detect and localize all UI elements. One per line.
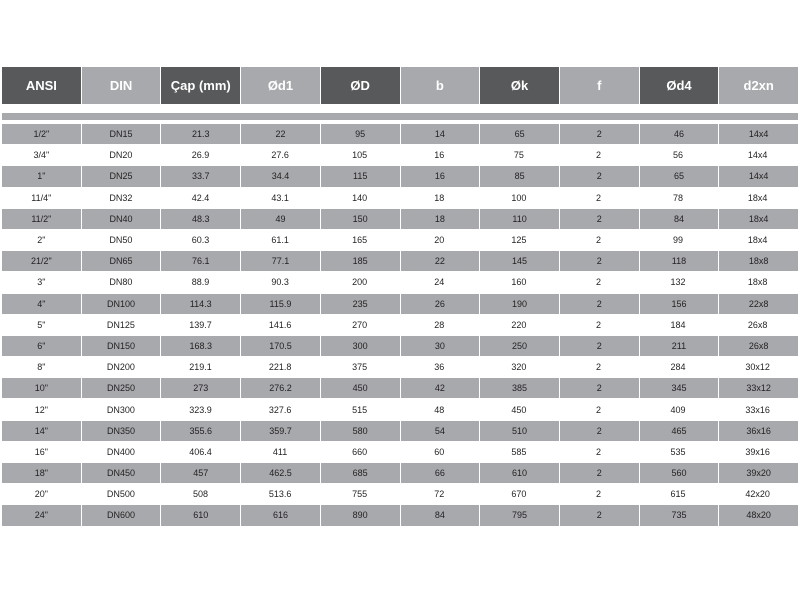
table-cell: 359.7 [241,421,321,441]
table-cell: 22 [401,251,481,271]
table-cell: 140 [320,188,400,208]
table-cell: 27.6 [241,145,321,165]
table-cell: 3/4" [2,145,82,165]
table-cell: 20" [2,484,82,504]
column-header: b [401,67,481,104]
table-cell: 110 [480,209,560,229]
table-cell: DN65 [82,251,162,271]
table-row [2,145,798,166]
table-cell: 585 [480,442,560,462]
table-cell: 300 [321,336,401,356]
table-cell: 11/4" [2,188,82,208]
table-cell: 890 [321,505,401,525]
table-cell: 22x8 [748,298,769,309]
table-cell: DN80 [82,272,162,292]
table-cell: 2 [560,378,640,398]
table-cell: 2 [559,315,639,335]
table-cell: 355.6 [161,421,241,441]
table-cell: 18x4 [718,188,798,208]
table-row [2,378,798,399]
table-cell: 165 [320,230,400,250]
table-cell: 2 [560,251,640,271]
table-cell: 42x20 [718,484,798,504]
table-cell: 510 [480,421,560,441]
column-header: Ød1 [241,67,321,104]
table-cell: DN250 [82,378,162,398]
table-cell: 2 [560,463,640,483]
table-cell: 5" [2,315,82,335]
table-cell: 735 [640,505,720,525]
table-cell: 77.1 [241,251,321,271]
table-cell: 610 [480,463,560,483]
table-cell: 1" [2,166,82,186]
table-cell: 276.2 [241,378,321,398]
table-cell: 2 [559,272,639,292]
table-cell: 2 [559,230,639,250]
table-row [2,209,798,230]
table-row [2,421,798,442]
table-cell: 10" [2,378,82,398]
table-cell: 560 [640,463,720,483]
table-cell: 90.3 [241,272,321,292]
table-cell: 2 [560,505,640,525]
column-header: f [560,67,640,104]
table-cell: 2 [559,484,639,504]
table-cell: 795 [480,505,560,525]
table-cell: 132 [639,272,719,292]
column-header: d2xn [719,67,798,104]
table-cell: 26x8 [718,315,798,335]
table-cell: DN32 [82,188,162,208]
table-header-row [2,67,798,104]
table-cell: 33x12 [746,383,771,394]
table-cell: 42.4 [161,188,241,208]
table-cell: 18x4 [748,213,769,224]
table-cell: 2 [560,336,640,356]
table-cell: 616 [241,505,321,525]
table-cell: DN15 [82,124,162,144]
table-cell: 72 [400,484,480,504]
table-cell: 2 [560,166,640,186]
table-cell: 18x4 [718,230,798,250]
table-cell: 2 [560,124,640,144]
table-cell: 409 [639,399,719,419]
table-cell: 284 [639,357,719,377]
table-cell: 200 [320,272,400,292]
table-row [2,484,798,505]
table-cell: 18 [400,188,480,208]
table-cell: DN350 [82,421,162,441]
table-cell: DN200 [82,357,162,377]
table-cell: DN300 [82,399,162,419]
table-cell: 2" [2,230,82,250]
table-cell: 411 [241,442,321,462]
table-row [2,505,798,526]
table-cell: 36x16 [746,425,771,436]
table-cell: 33.7 [161,166,241,186]
table-row [2,463,798,484]
table-cell: 14 [401,124,481,144]
table-cell: 115 [321,166,401,186]
table-cell: 85 [480,166,560,186]
table-cell: 220 [480,315,560,335]
table-cell: 46 [640,124,720,144]
table-cell: 75 [480,145,560,165]
table-cell: 65 [640,166,720,186]
table-cell: 21/2" [2,251,82,271]
table-cell: 219.1 [161,357,241,377]
table-cell: 125 [480,230,560,250]
table-cell: 465 [640,421,720,441]
table-cell: 270 [320,315,400,335]
table-cell: 2 [559,357,639,377]
table-row [2,166,798,187]
table-cell: 14x4 [748,171,769,182]
table-cell: 145 [480,251,560,271]
table-cell: 513.6 [241,484,321,504]
table-cell: 190 [480,294,560,314]
table-cell: 2 [559,399,639,419]
table-cell: 84 [401,505,481,525]
table-cell: 43.1 [241,188,321,208]
table-cell: DN50 [82,230,162,250]
table-row [2,251,798,272]
table-cell: 18x8 [718,272,798,292]
table-cell: 2 [559,442,639,462]
table-cell: 184 [639,315,719,335]
table-cell: 118 [640,251,720,271]
table-cell: 11/2" [2,209,82,229]
table-cell: 18x8 [748,256,769,267]
table-cell: 56 [639,145,719,165]
table-cell: 185 [321,251,401,271]
table-cell: 16 [401,166,481,186]
table-cell: 450 [480,399,560,419]
column-header: Øk [480,67,560,104]
table-cell: 78 [639,188,719,208]
table-cell: 2 [560,209,640,229]
table-cell: 36 [400,357,480,377]
table-cell: 33x16 [718,399,798,419]
table-cell: 20 [400,230,480,250]
table-row [2,357,798,378]
table-row [2,399,798,420]
table-cell: 26.9 [161,145,241,165]
table-row [2,315,798,336]
table-cell: 60.3 [161,230,241,250]
table-cell: 12" [2,399,82,419]
table-cell: 60 [400,442,480,462]
table-cell: 14x4 [748,129,769,140]
table-cell: 16" [2,442,82,462]
table-cell: 755 [320,484,400,504]
column-header: Çap (mm) [161,67,241,104]
table-cell: 105 [320,145,400,165]
table-cell: 168.3 [161,336,241,356]
table-cell: 508 [161,484,241,504]
table-cell: 34.4 [241,166,321,186]
table-row [2,336,798,357]
table-cell: 170.5 [241,336,321,356]
table-cell: 24 [400,272,480,292]
table-cell: 327.6 [241,399,321,419]
column-header: ØD [321,67,401,104]
table-cell: 26x8 [748,340,769,351]
table-cell: DN25 [82,166,162,186]
table-row [2,294,798,315]
table-cell: 54 [401,421,481,441]
table-cell: 16 [400,145,480,165]
table-cell: 49 [241,209,321,229]
column-header: DIN [82,67,162,104]
table-cell: 84 [640,209,720,229]
table-row [2,442,798,463]
table-cell: 95 [321,124,401,144]
table-cell: 320 [480,357,560,377]
column-header: ANSI [2,67,82,104]
table-cell: 14" [2,421,82,441]
table-cell: 4" [2,294,82,314]
table-cell: DN450 [82,463,162,483]
table-cell: 30x12 [718,357,798,377]
table-cell: 156 [640,294,720,314]
table-cell: 406.4 [161,442,241,462]
table-cell: 21.3 [161,124,241,144]
table-cell: 462.5 [241,463,321,483]
table-cell: DN500 [82,484,162,504]
table-cell: 114.3 [161,294,241,314]
table-cell: 115.9 [241,294,321,314]
table-cell: 385 [480,378,560,398]
table-cell: 3" [2,272,82,292]
table-cell: 8" [2,357,82,377]
table-cell: 660 [320,442,400,462]
table-cell: DN400 [82,442,162,462]
table-cell: 250 [480,336,560,356]
table-cell: 28 [400,315,480,335]
table-cell: 535 [639,442,719,462]
table-cell: 211 [640,336,720,356]
table-cell: 450 [321,378,401,398]
table-cell: 42 [401,378,481,398]
table-cell: 457 [161,463,241,483]
table-cell: 2 [560,294,640,314]
table-cell: 2 [560,421,640,441]
table-cell: 375 [320,357,400,377]
table-cell: 65 [480,124,560,144]
table-cell: 99 [639,230,719,250]
table-cell: DN40 [82,209,162,229]
table-cell: 30 [401,336,481,356]
table-cell: 18 [401,209,481,229]
table-cell: 580 [321,421,401,441]
table-cell: 66 [401,463,481,483]
table-cell: 24" [2,505,82,525]
table-row [2,188,798,209]
table-cell: 39x16 [718,442,798,462]
table-cell: DN100 [82,294,162,314]
table-cell: 88.9 [161,272,241,292]
table-cell: 139.7 [161,315,241,335]
table-cell: 221.8 [241,357,321,377]
table-cell: 141.6 [241,315,321,335]
table-cell: 39x20 [746,468,771,479]
table-cell: 100 [480,188,560,208]
table-cell: 1/2" [2,124,82,144]
table-cell: 160 [480,272,560,292]
table-row [2,124,798,145]
table-cell: DN125 [82,315,162,335]
table-cell: DN600 [82,505,162,525]
table-row [2,230,798,251]
table-cell: 615 [639,484,719,504]
table-cell: 345 [640,378,720,398]
table-cell: 18" [2,463,82,483]
header-separator-band [2,113,798,120]
table-cell: 2 [559,145,639,165]
table-body [2,124,798,527]
table-cell: 515 [320,399,400,419]
table-row [2,272,798,293]
table-cell: 48.3 [161,209,241,229]
table-cell: DN20 [82,145,162,165]
table-cell: 76.1 [161,251,241,271]
table-cell: 2 [559,188,639,208]
table-cell: 48 [400,399,480,419]
table-cell: 26 [401,294,481,314]
table-cell: 150 [321,209,401,229]
table-cell: 61.1 [241,230,321,250]
table-cell: 48x20 [746,510,771,521]
table-cell: 6" [2,336,82,356]
table-cell: 14x4 [718,145,798,165]
table-cell: DN150 [82,336,162,356]
table-cell: 610 [161,505,241,525]
table-cell: 22 [241,124,321,144]
table-cell: 273 [161,378,241,398]
table-cell: 235 [321,294,401,314]
table-cell: 685 [321,463,401,483]
table-cell: 323.9 [161,399,241,419]
table-cell: 670 [480,484,560,504]
column-header: Ød4 [640,67,720,104]
